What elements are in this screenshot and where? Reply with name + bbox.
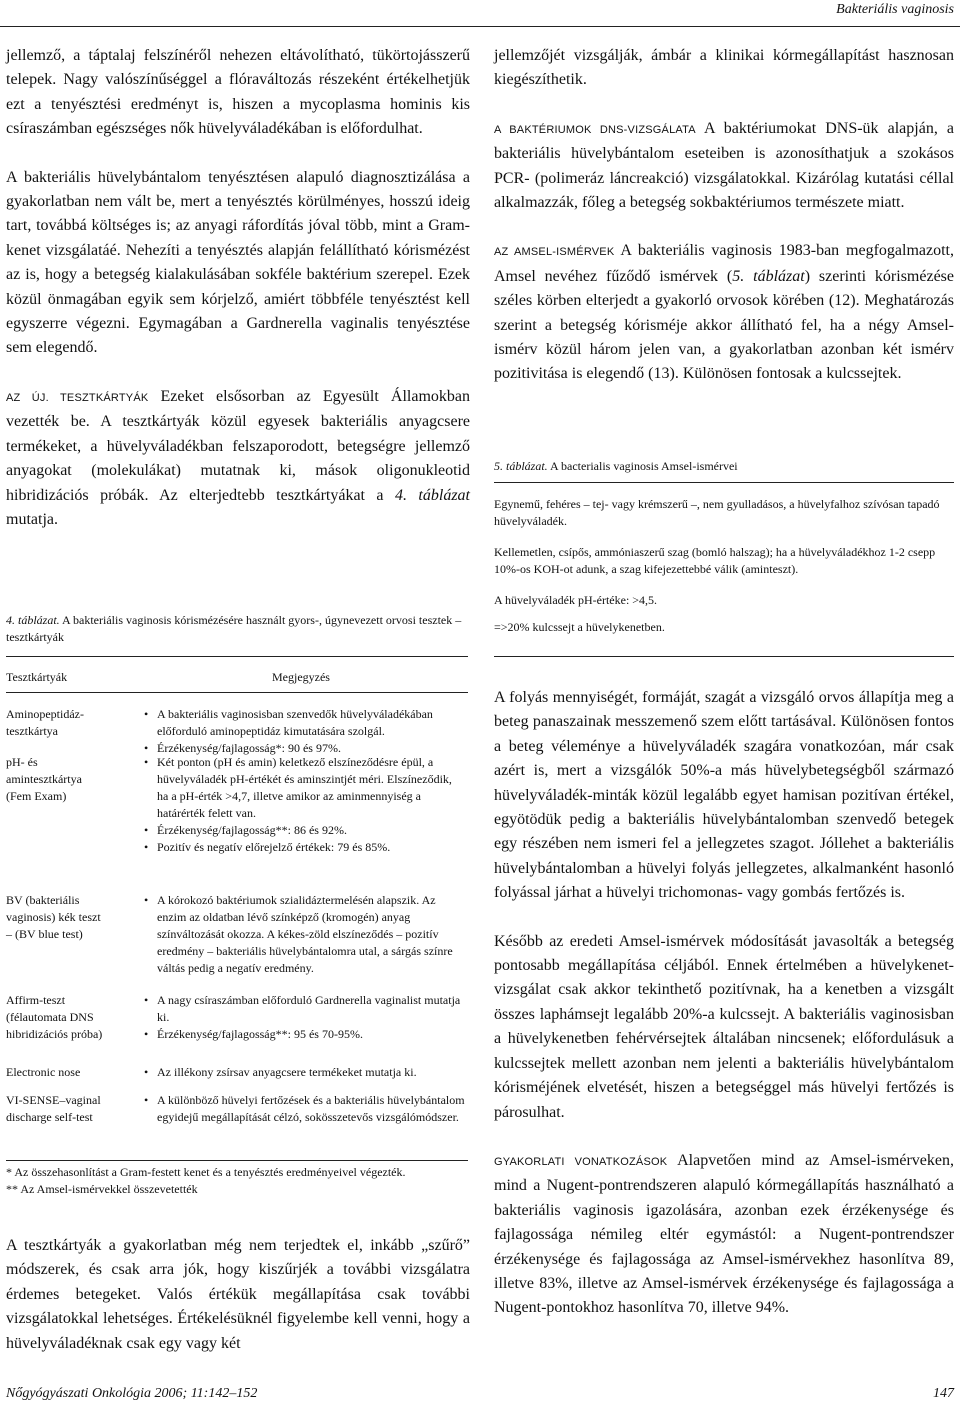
table4-footnotes (6, 1164, 470, 1198)
table4-note-item: • Az illékony zsírsav anyagcsere termékeket mutatja ki. (144, 1064, 466, 1081)
right-paragraph-2: A BAKTÉRIUMOK DNS-VIZSGÁLATA A baktériumokat DNS-ük alapján, a bakteriális hüvelybántalom eseteiben is azonosíthatjuk a szokásos PCR- (polimeráz láncreakció) vizsgálatokkal. Kizárólag kutatási céllal alkalmazzák, főleg a betegség sokbaktériumos természete miatt. (494, 119, 955, 212)
table5-reference: 5. táblázat (732, 267, 805, 285)
table4-row-2-notes (144, 754, 466, 856)
table5-bottom-rule (494, 656, 954, 657)
left-bottom-paragraph: A tesztkártyák a gyakorlatban még nem terjedtek el, inkább „szűrő” módszerek, és csak arra jók, hogy kiszűrjék a további vizsgálatra érdemes betegeket. Valós értékük megállapítása csak további vizsgálatokkal lehetséges. Értékelésüknél figyelembe kell venni, hogy a hüvelyváladéknak csak egy vagy két (6, 1237, 470, 1352)
table5-item-3: A hüvelyváladék pH-értéke: >4,5. (494, 593, 658, 607)
table4-row-1-name: Aminopeptidáz- tesztkártya (6, 707, 84, 738)
table4-caption-text: A bakteriális vaginosis kórismézésére használt gyors-, úgynevezett orvosi tesztek – tesztkártyák (6, 613, 462, 644)
table5-caption-text: A bacterialis vaginosis Amsel-ismérvei (550, 459, 738, 473)
running-head: Bakteriális vaginosis (836, 2, 954, 17)
header-rule (0, 26, 960, 27)
table5-top-rule (494, 482, 954, 483)
table4-row-6-notes (144, 1092, 466, 1126)
right-paragraph-3: AZ AMSEL-ISMÉRVEK A bakteriális vaginosis 1983-ban megfogalmazott, Amsel nevéhez fűződő ismérvek (5. táblázat) szerinti kórismézése széles körben elterjedt a gyakorló orvosok körében (12). Meghatározás szerint a betegség kórisméje akkor állítható fel, ha a négy Amsel-ismérv közül három jelen van, a gyakorlatban azonban két ismérv pozitivitása is elegendő (13). Különösen fontosak a kulcssejtek. (494, 242, 954, 383)
right-bottom-column (494, 686, 954, 1321)
table4-note-item: • Két ponton (pH és amin) keletkező elszíneződésre épül, a hüvelyváladék pH-értékét és aminszintjét méri. Elszíneződik, ha a pH-érték >4,7, illetve amikor az aminmennyiség a határérték felett van. (144, 754, 466, 822)
table4-row-1-notes (144, 706, 466, 757)
table4-row-3-name: BV (bakteriális vaginosis) kék teszt – (BV blue test) (6, 893, 101, 941)
table4-row-4-name: Affirm-teszt (félautomata DNS hibridizációs próba) (6, 993, 103, 1041)
right-bottom-paragraph-1: A folyás mennyiségét, formáját, szagát a vizsgáló orvos állapítja meg a beteg panaszainak messzemenő szem előtt tartásával. Különösen fontos a beteg véleménye a hüvelyváladék szagára vonatkozóan, már csak azért is, mert a vizsgálók 50%-a más hüvelybetegségből származó hüvelyváladék-minták közül legalább egyet hamisan pozitívan értékel, egyötödük pedig a bakteriális hüvelybántalomban szenvedő betegek egy részében nem ismeri fel a jellegzetes szagot. Jóllehet a bakteriális hüvelybántalomban a hüvelyi folyás jellegzetes, alkalmanként hasonló folyással járhat a hüvelyi trichomonas- vagy gombás fertőzés is. (494, 689, 954, 902)
table4-reference: 4. táblázat (394, 486, 470, 504)
table4-top-rule (6, 656, 468, 657)
table4-header-rule (6, 692, 468, 693)
table4-note-item: • A kórokozó baktériumok szialidáztermelésén alapszik. Az enzim az oldatban lévő színképző (kromogén) anyag színváltozását okozza. A kékes-zöld elszíneződés – pozitív eredmény – bakteriális hüvelybántalomra utal, a sárgás színre váltás pedig a negatív eredmény. (144, 892, 466, 977)
left-paragraph-3: AZ ÚJ. TESZTKÁRTYÁK Ezeket elsősorban az Egyesült Államokban vezették be. A tesztkártyák közül egyesek bakteriális anyagcsere termékeket, a hüvelyváladékban felszaporodott, betegségre jellemző anyagokat (molekulákat) mutatnak ki, mások oligonukleotid hibridizációs próbák. Az elterjedtebb tesztkártyákat a 4. táblázat mutatja. (6, 387, 470, 528)
table4 (6, 668, 470, 1178)
table5-body (494, 496, 960, 636)
table4-note-item: • A különböző hüvelyi fertőzések és a bakteriális hüvelybántalom egyidejű megállapítását célzó, sokösszetevős vizsgálómódszer. (144, 1092, 466, 1126)
table4-note-item: • Pozitív és negatív előrejelző értékek: 79 és 85%. (144, 839, 466, 856)
section-heading-tesztkartyak: AZ ÚJ. TESZTKÁRTYÁK (6, 391, 149, 404)
left-column (6, 44, 470, 532)
table4-note-item: • Érzékenység/fajlagosság*: 90 és 97%. (144, 740, 466, 757)
table5-item-4: =>20% kulcssejt a hüvelykenetben. (494, 620, 665, 634)
table4-note-item: • Érzékenység/fajlagosság**: 95 és 70-95%. (144, 1026, 466, 1043)
table4-row-3-notes (144, 892, 466, 977)
right-bottom-paragraph-2: Később az eredeti Amsel-ismérvek módosítását javasolták a betegség pontosabb megállapítása céljából. Ennek értelmében a hüvelykenet-vizsgálat csak akkor tekinthető pozitívnak, ha a kenetben a vizsgált összes laphámsejt legalább 20%-a kulcssejt. A bakteriális vaginosisban a hüvelykenetben fehérvérsejtek általában nincsenek; előfordulásuk a kulcssejtek mellett azonban nem jelenti a bakteriális hüvelybántalom kórisméjének elvetését, hiszen a betegséggel más hüvelyi fertőzés is párosulhat. (494, 932, 954, 1121)
table5-item-1: Egynemű, fehéres – tej- vagy krémszerű –, nem gyulladásos, a hüvelyfalhoz szívósan tapadó hüvelyváladék. (494, 497, 940, 528)
table4-note-item: • A bakteriális vaginosisban szenvedők hüvelyváladékában előforduló aminopeptidáz kimutatására szolgál. (144, 706, 466, 740)
right-column (494, 44, 954, 387)
table4-bottom-rule (6, 1160, 468, 1161)
table4-row-5-notes (144, 1064, 466, 1081)
table4-footnote-1: * Az összehasonlítást a Gram-festett kenet és a tenyésztés eredményeivel végezték. (6, 1165, 406, 1179)
section-heading-amsel: AZ AMSEL-ISMÉRVEK (494, 246, 615, 259)
table5-label: 5. táblázat. (494, 459, 548, 473)
table4-note-item: • A nagy csíraszámban előforduló Gardnerella vaginalist mutatja ki. (144, 992, 466, 1026)
table5-item-2: Kellemetlen, csípős, ammóniaszerű szag (bomló halszag); ha a hüvelyváladékhoz 1-2 csepp 10%-os KOH-ot adunk, a szag kifejezettebbé válik (aminteszt). (494, 545, 936, 576)
table4-footnote-2: ** Az Amsel-ismérvekkel összevetették (6, 1182, 198, 1196)
table5-caption (494, 458, 954, 475)
section-heading-gyakorlati: GYAKORLATI VONATKOZÁSOK (494, 1155, 668, 1168)
right-bottom-paragraph-3: GYAKORLATI VONATKOZÁSOK Alapvetően mind az Amsel-ismérveken, mind a Nugent-pontrendszeren alapuló kórmegállapítás használható a bakteriális vaginosis igazolására, azonban ezek érzékenysége és fajlagossága némileg eltér egymástól: a Nugent-pontrendszer érzékenysége és fajlagossága az Amsel-ismérvekhez hasonlítva 89, illetve 83%, illetve az Amsel-ismérvek érzékenysége és fajlagossága a Nugent-pontokhoz hasonlítva 70, illetve 94%. (494, 1151, 955, 1317)
table4-row-6-name: VI-SENSE–vaginal discharge self-test (6, 1093, 101, 1124)
table4-row-5-name: Electronic nose (6, 1065, 81, 1079)
table4-label: 4. táblázat. (6, 613, 60, 627)
table4-row-4-notes (144, 992, 466, 1043)
journal-footer: Nőgyógyászati Onkológia 2006; 11:142–152 (6, 1386, 258, 1401)
right-paragraph-1: jellemzőjét vizsgálják, ámbár a klinikai kórmegállapítást hasznosan kiegészíthetik. (494, 47, 954, 89)
table4-col-header-1: Tesztkártyák (6, 670, 68, 684)
page-number: 147 (933, 1386, 954, 1401)
section-heading-dns: A BAKTÉRIUMOK DNS-VIZSGÁLATA (494, 123, 696, 136)
table4-col-header-2: Megjegyzés (272, 670, 330, 684)
table4-row-2-name: pH- és amintesztkártya (Fem Exam) (6, 755, 82, 803)
table4-note-item: • Érzékenység/fajlagosság**: 86 és 92%. (144, 822, 466, 839)
left-bottom-column (6, 1234, 470, 1356)
table4-caption (6, 612, 470, 646)
left-paragraph-2: A bakteriális hüvelybántalom tenyésztésen alapuló diagnosztizálása a gyakorlatban nem vált be, mert a tenyésztés körülményes, hosszú ideig tart, továbbá költséges is; az anyagi ráfordítás jóval több, mint a Gram-kenet vizsgálatáé. Nehezíti a tenyésztés alapján felállítható kórismézést az is, hogy a betegség kialakulásában sokféle baktérium szerepel. Ezek közül önmagában egyik sem kórjelző, amiért többféle tenyésztést kell egyszerre végezni. Egymagában a Gardnerella vaginalis tenyésztése sem elegendő. (6, 168, 470, 357)
left-paragraph-1: jellemző, a táptalaj felszínéről nehezen eltávolítható, tükörtojásszerű telepek. Nagy valószínűséggel a flóraváltozás részeként értékelhetjük ezt a tenyésztési eredményt is, hiszen a mycoplasma hominis kis csíraszámban egészséges nők hüvelyváladékában is előfordulhat. (6, 47, 470, 138)
